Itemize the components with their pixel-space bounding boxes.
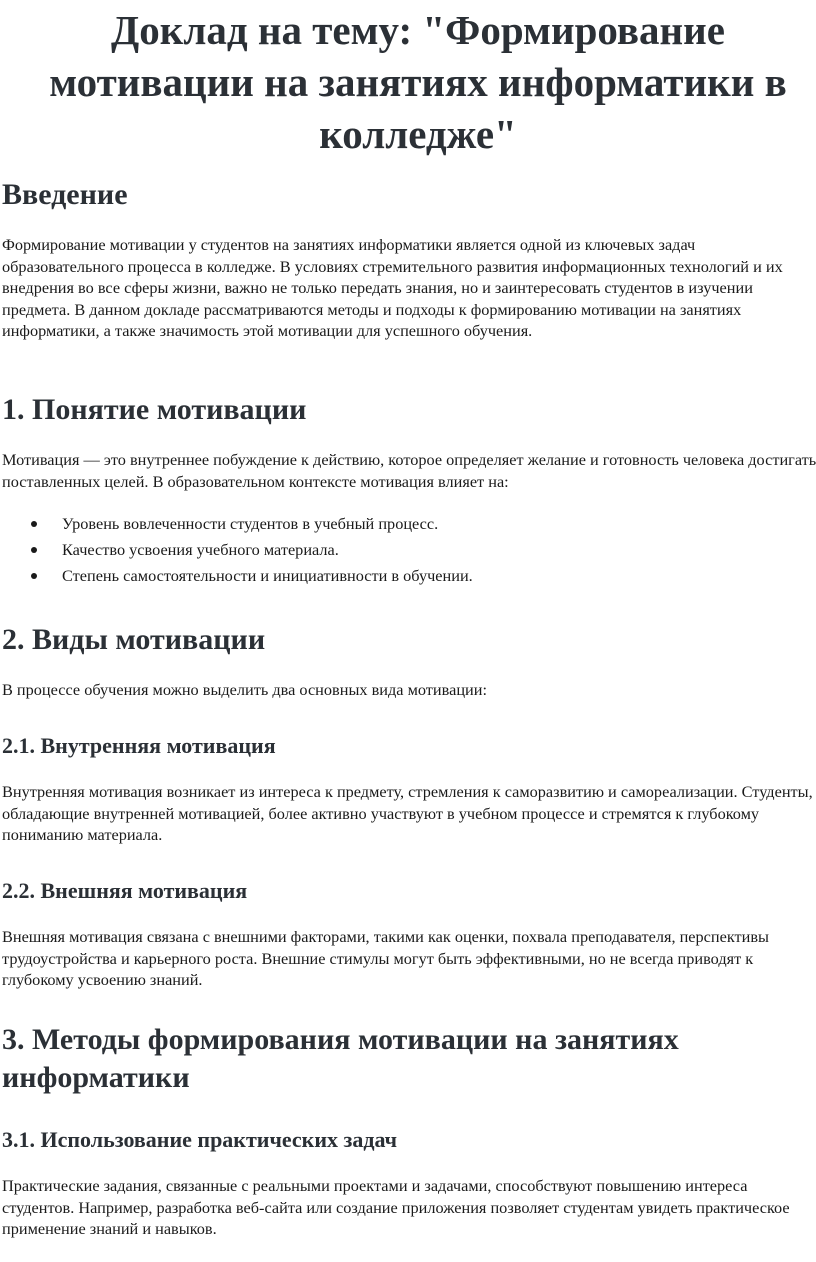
section1-bullet-list xyxy=(0,511,816,589)
section2-paragraph: В процессе обучения можно выделить два основных вида мотивации: xyxy=(2,680,487,699)
list-item-text: Качество усвоения учебного материала. xyxy=(62,540,339,559)
section3-heading: 3. Методы формирования мотивации на занятиях информатики xyxy=(2,1023,679,1094)
bullet-icon xyxy=(31,521,37,527)
section3-1-heading: 3.1. Использование практических задач xyxy=(2,1127,398,1152)
section2-2-paragraph: Внешняя мотивация связана с внешними факторами, такими как оценки, похвала преподавателя, перспективы трудоустройства и карьерного роста. Внешние стимулы могут быть эффективными, но не всегда приводят к глубокому усвоению знаний. xyxy=(2,927,769,989)
intro-paragraph: Формирование мотивации у студентов на занятиях информатики является одной из ключевых задач образовательного процесса в колледже. В условиях стремительного развития информационных технологий и их внедрения во все сферы жизни, важно не только передать знания, но и заинтересовать студентов в изучении предмета. В данном докладе рассматриваются методы и подходы к формированию мотивации на занятиях информатики, а также значимость этой мотивации для успешного обучения. xyxy=(2,235,783,340)
section2-1-paragraph: Внутренняя мотивация возникает из интереса к предмету, стремления к саморазвитию и самореализации. Студенты, обладающие внутренней мотивацией, более активно участвуют в учебном процессе и стремятся к глубокому пониманию материала. xyxy=(2,782,813,844)
bullet-icon xyxy=(31,573,37,579)
section2-1-heading: 2.1. Внутренняя мотивация xyxy=(2,733,276,758)
section3-1-paragraph: Практические задания, связанные с реальными проектами и задачами, способствуют повышению интереса студентов. Например, разработка веб-сайта или создание приложения позволяет студентам увидеть практическое применение знаний и навыков. xyxy=(2,1176,790,1238)
list-item xyxy=(0,511,816,537)
list-item xyxy=(0,537,816,563)
list-item-text: Уровень вовлеченности студентов в учебный процесс. xyxy=(62,514,439,533)
intro-heading: Введение xyxy=(2,178,128,211)
section1-paragraph: Мотивация — это внутреннее побуждение к действию, которое определяет желание и готовность человека достигать поставленных целей. В образовательном контексте мотивация влияет на: xyxy=(2,450,816,491)
bullet-icon xyxy=(31,547,37,553)
section1-heading: 1. Понятие мотивации xyxy=(2,393,307,426)
section2-heading: 2. Виды мотивации xyxy=(2,623,266,656)
list-item-text: Степень самостоятельности и инициативности в обучении. xyxy=(62,566,473,585)
section2-2-heading: 2.2. Внешняя мотивация xyxy=(2,878,248,903)
list-item xyxy=(0,563,816,589)
document-title: Доклад на тему: "Формирование мотивации на занятиях информатики в колледже" xyxy=(49,7,787,157)
